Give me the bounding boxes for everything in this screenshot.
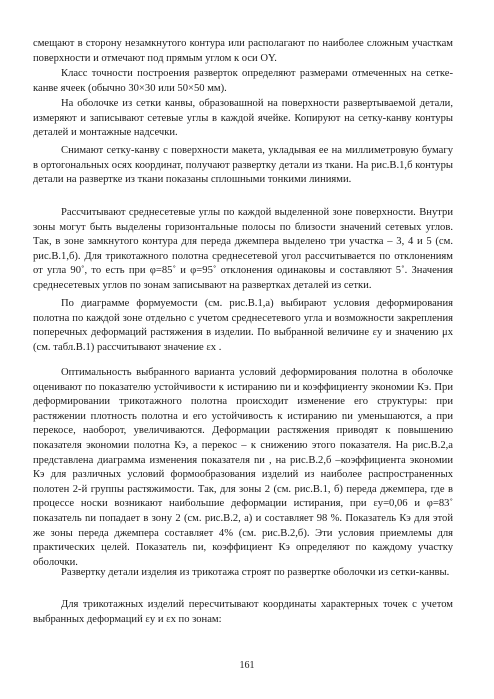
- paragraph-7: Оптимальность выбранного варианта условий деформирования полотна в оболочке оценивают по показателю устойчивости к истиранию nи и коэффициенту экономии Кэ. При деформировании трикотажного полотна происходит изменение его структуры: при растяжении плотность полотна и его устойчивость к истиранию nи уменьшаются, а при перекосе, наоборот, увеличиваются. Деформации растяжения приводят к повышению показателя экономии полотна Кэ, а перекос – к снижению этого показателя. На рис.В.2,а представлена диаграмма изменения показателя nи , на рис.В.2,б –коэффициента экономии Кэ для различных условий формообразования изделий из наиболее распространенных полотен 2-й группы растяжимости. Так, для зоны 2 (см. рис.В.1, б) переда джемпера, где в процессе носки возникают наибольшие деформации истирания, при εу=0,06 и φ=83˚ показатель nи попадает в зону 2 (см. рис.В.2, а) и составляет 98 %. Показатель Кэ для этой же зоны переда джемпера составляет 4% (см. рис.В.2,б). Эти условия приемлемы для практических целей. Показатель nи, коэффициент Кэ определяют по каждому участку оболочки.: [33, 367, 453, 568]
- paragraph-8: Развертку детали изделия из трикотажа строят по развертке оболочки из сетки-канвы.: [61, 567, 450, 578]
- paragraph-9: Для трикотажных изделий пересчитывают координаты характерных точек с учетом выбранных деформаций εу и εх по зонам:: [33, 599, 453, 625]
- paragraph-1: смещают в сторону незамкнутого контура или располагают по наиболее сложным участкам поверхности и отмечают под прямым углом к оси OY.: [33, 38, 453, 64]
- paragraph-2: Класс точности построения разверток определяют размерами отмеченных на сетке-канве ячеек (обычно 30×30 или 50×50 мм).: [33, 68, 453, 94]
- paragraph-3: На оболочке из сетки канвы, образовашной на поверхности развертываемой детали, измеряют и записывают сетевые углы в каждой ячейке. Копируют на сетку-канву контуры деталей и монтажные надсечки.: [33, 98, 453, 139]
- page-number: 161: [239, 660, 255, 671]
- paragraph-6: По диаграмме формуемости (см. рис.В.1,а) выбирают условия деформирования полотна по каждой зоне отдельно с учетом среднесетевого угла и возможности закрепления поперечных деформаций растяжения в изделии. По выбранной величине εу и значению μх (см. табл.В.1) рассчитывают значение εх .: [33, 298, 453, 353]
- paragraph-4: Снимают сетку-канву с поверхности макета, укладывая ее на миллиметровую бумагу в ортогональных осях координат, получают развертку детали из ткани. На рис.В.1,б контуры детали на развертке из ткани показаны сплошными тонкими линиями.: [33, 145, 453, 186]
- paragraph-5: Рассчитывают среднесетевые углы по каждой выделенной зоне поверхности. Внутри зоны могут быть выделены горизонтальные полосы по близости значений сетевых углов. Так, в зоне замкнутого контура для переда джемпера выделено три участка – 3, 4 и 5 (см. рис.В.1,б). Для трикотажного полотна среднесетевой угол рассчитывается по отклонениям от угла 90˚, то есть при φ=85˚ и φ=95˚ отклонения одинаковы и составляют 5˚. Значения среднесетевых углов по зонам записывают на развертках деталей из сетки.: [33, 207, 453, 291]
